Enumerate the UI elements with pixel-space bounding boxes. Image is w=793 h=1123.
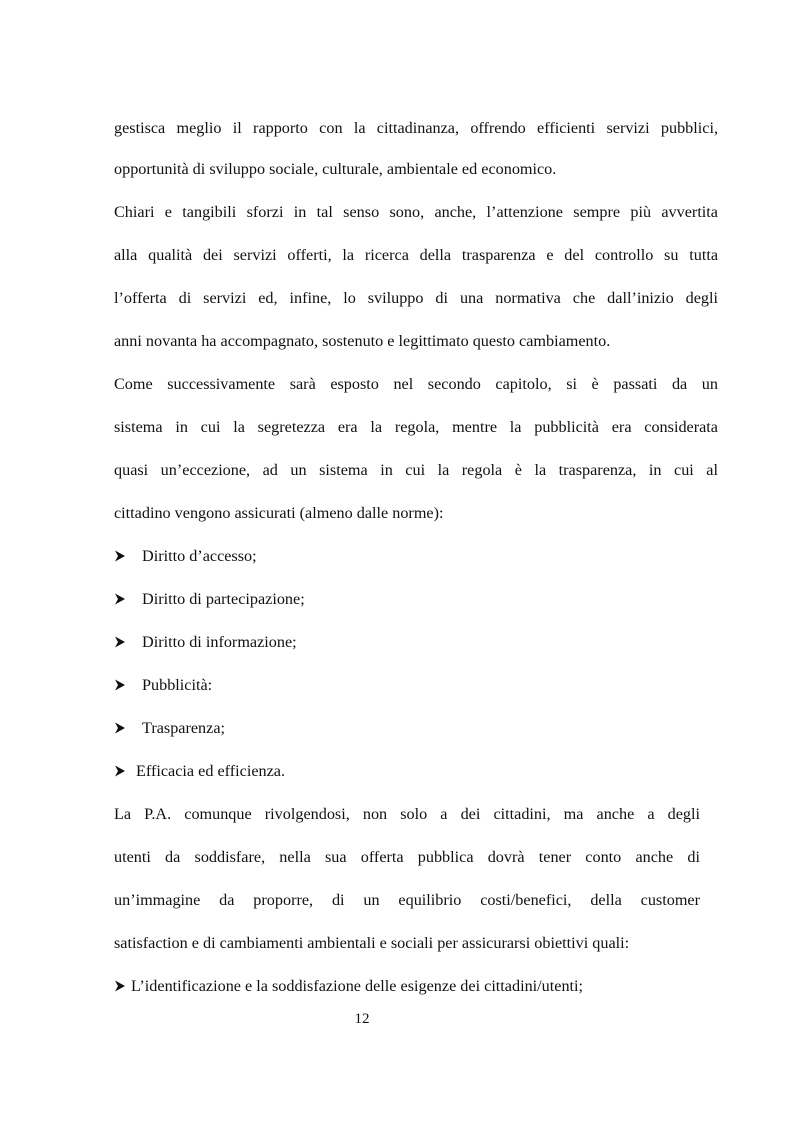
- text-line: anni novanta ha accompagnato, sostenuto e legittimato questo cambiamento.: [114, 332, 611, 350]
- list-item: [114, 975, 583, 997]
- arrow-bullet-icon: [114, 765, 126, 777]
- page-number: 12: [354, 1011, 370, 1027]
- text-line: un’immagine da proporre, di un equilibrio costi/benefici, della customer: [114, 891, 700, 909]
- list-item: [114, 545, 257, 567]
- list-item-label: Diritto di partecipazione;: [142, 590, 305, 608]
- arrow-bullet-icon: [114, 636, 126, 648]
- arrow-bullet-icon: [114, 980, 126, 992]
- arrow-bullet-icon: [114, 679, 126, 691]
- text-line: sistema in cui la segretezza era la regola, mentre la pubblicità era considerata: [114, 418, 718, 436]
- text-line: Come successivamente sarà esposto nel secondo capitolo, si è passati da un: [114, 375, 718, 393]
- text-line: opportunità di sviluppo sociale, culturale, ambientale ed economico.: [114, 160, 557, 178]
- list-item-label: Efficacia ed efficienza.: [136, 762, 286, 780]
- arrow-bullet-icon: [114, 722, 126, 734]
- text-line: Chiari e tangibili sforzi in tal senso sono, anche, l’attenzione sempre più avvertita: [114, 203, 718, 221]
- list-item: [114, 631, 297, 653]
- arrow-bullet-icon: [114, 550, 126, 562]
- arrow-bullet-icon: [114, 593, 126, 605]
- list-item: [114, 717, 225, 739]
- text-line: utenti da soddisfare, nella sua offerta pubblica dovrà tener conto anche di: [114, 848, 700, 866]
- text-line: satisfaction e di cambiamenti ambientali e sociali per assicurarsi obiettivi quali:: [114, 934, 630, 952]
- text-line: l’offerta di servizi ed, infine, lo sviluppo di una normativa che dall’inizio degli: [114, 289, 718, 307]
- list-item: [114, 760, 285, 782]
- text-line: gestisca meglio il rapporto con la cittadinanza, offrendo efficienti servizi pubblici,: [114, 119, 718, 137]
- text-line: La P.A. comunque rivolgendosi, non solo a dei cittadini, ma anche a degli: [114, 805, 700, 823]
- list-item-label: Diritto d’accesso;: [142, 547, 257, 565]
- list-item: [114, 588, 305, 610]
- text-line: alla qualità dei servizi offerti, la ricerca della trasparenza e del controllo su tutta: [114, 246, 718, 264]
- list-item-label: L’identificazione e la soddisfazione delle esigenze dei cittadini/utenti;: [131, 977, 584, 995]
- text-line: cittadino vengono assicurati (almeno dalle norme):: [114, 504, 444, 522]
- list-item-label: Pubblicità:: [142, 676, 213, 694]
- list-item-label: Diritto di informazione;: [142, 633, 297, 651]
- list-item: [114, 674, 212, 696]
- text-line: quasi un’eccezione, ad un sistema in cui la regola è la trasparenza, in cui al: [114, 461, 718, 479]
- list-item-label: Trasparenza;: [142, 719, 226, 737]
